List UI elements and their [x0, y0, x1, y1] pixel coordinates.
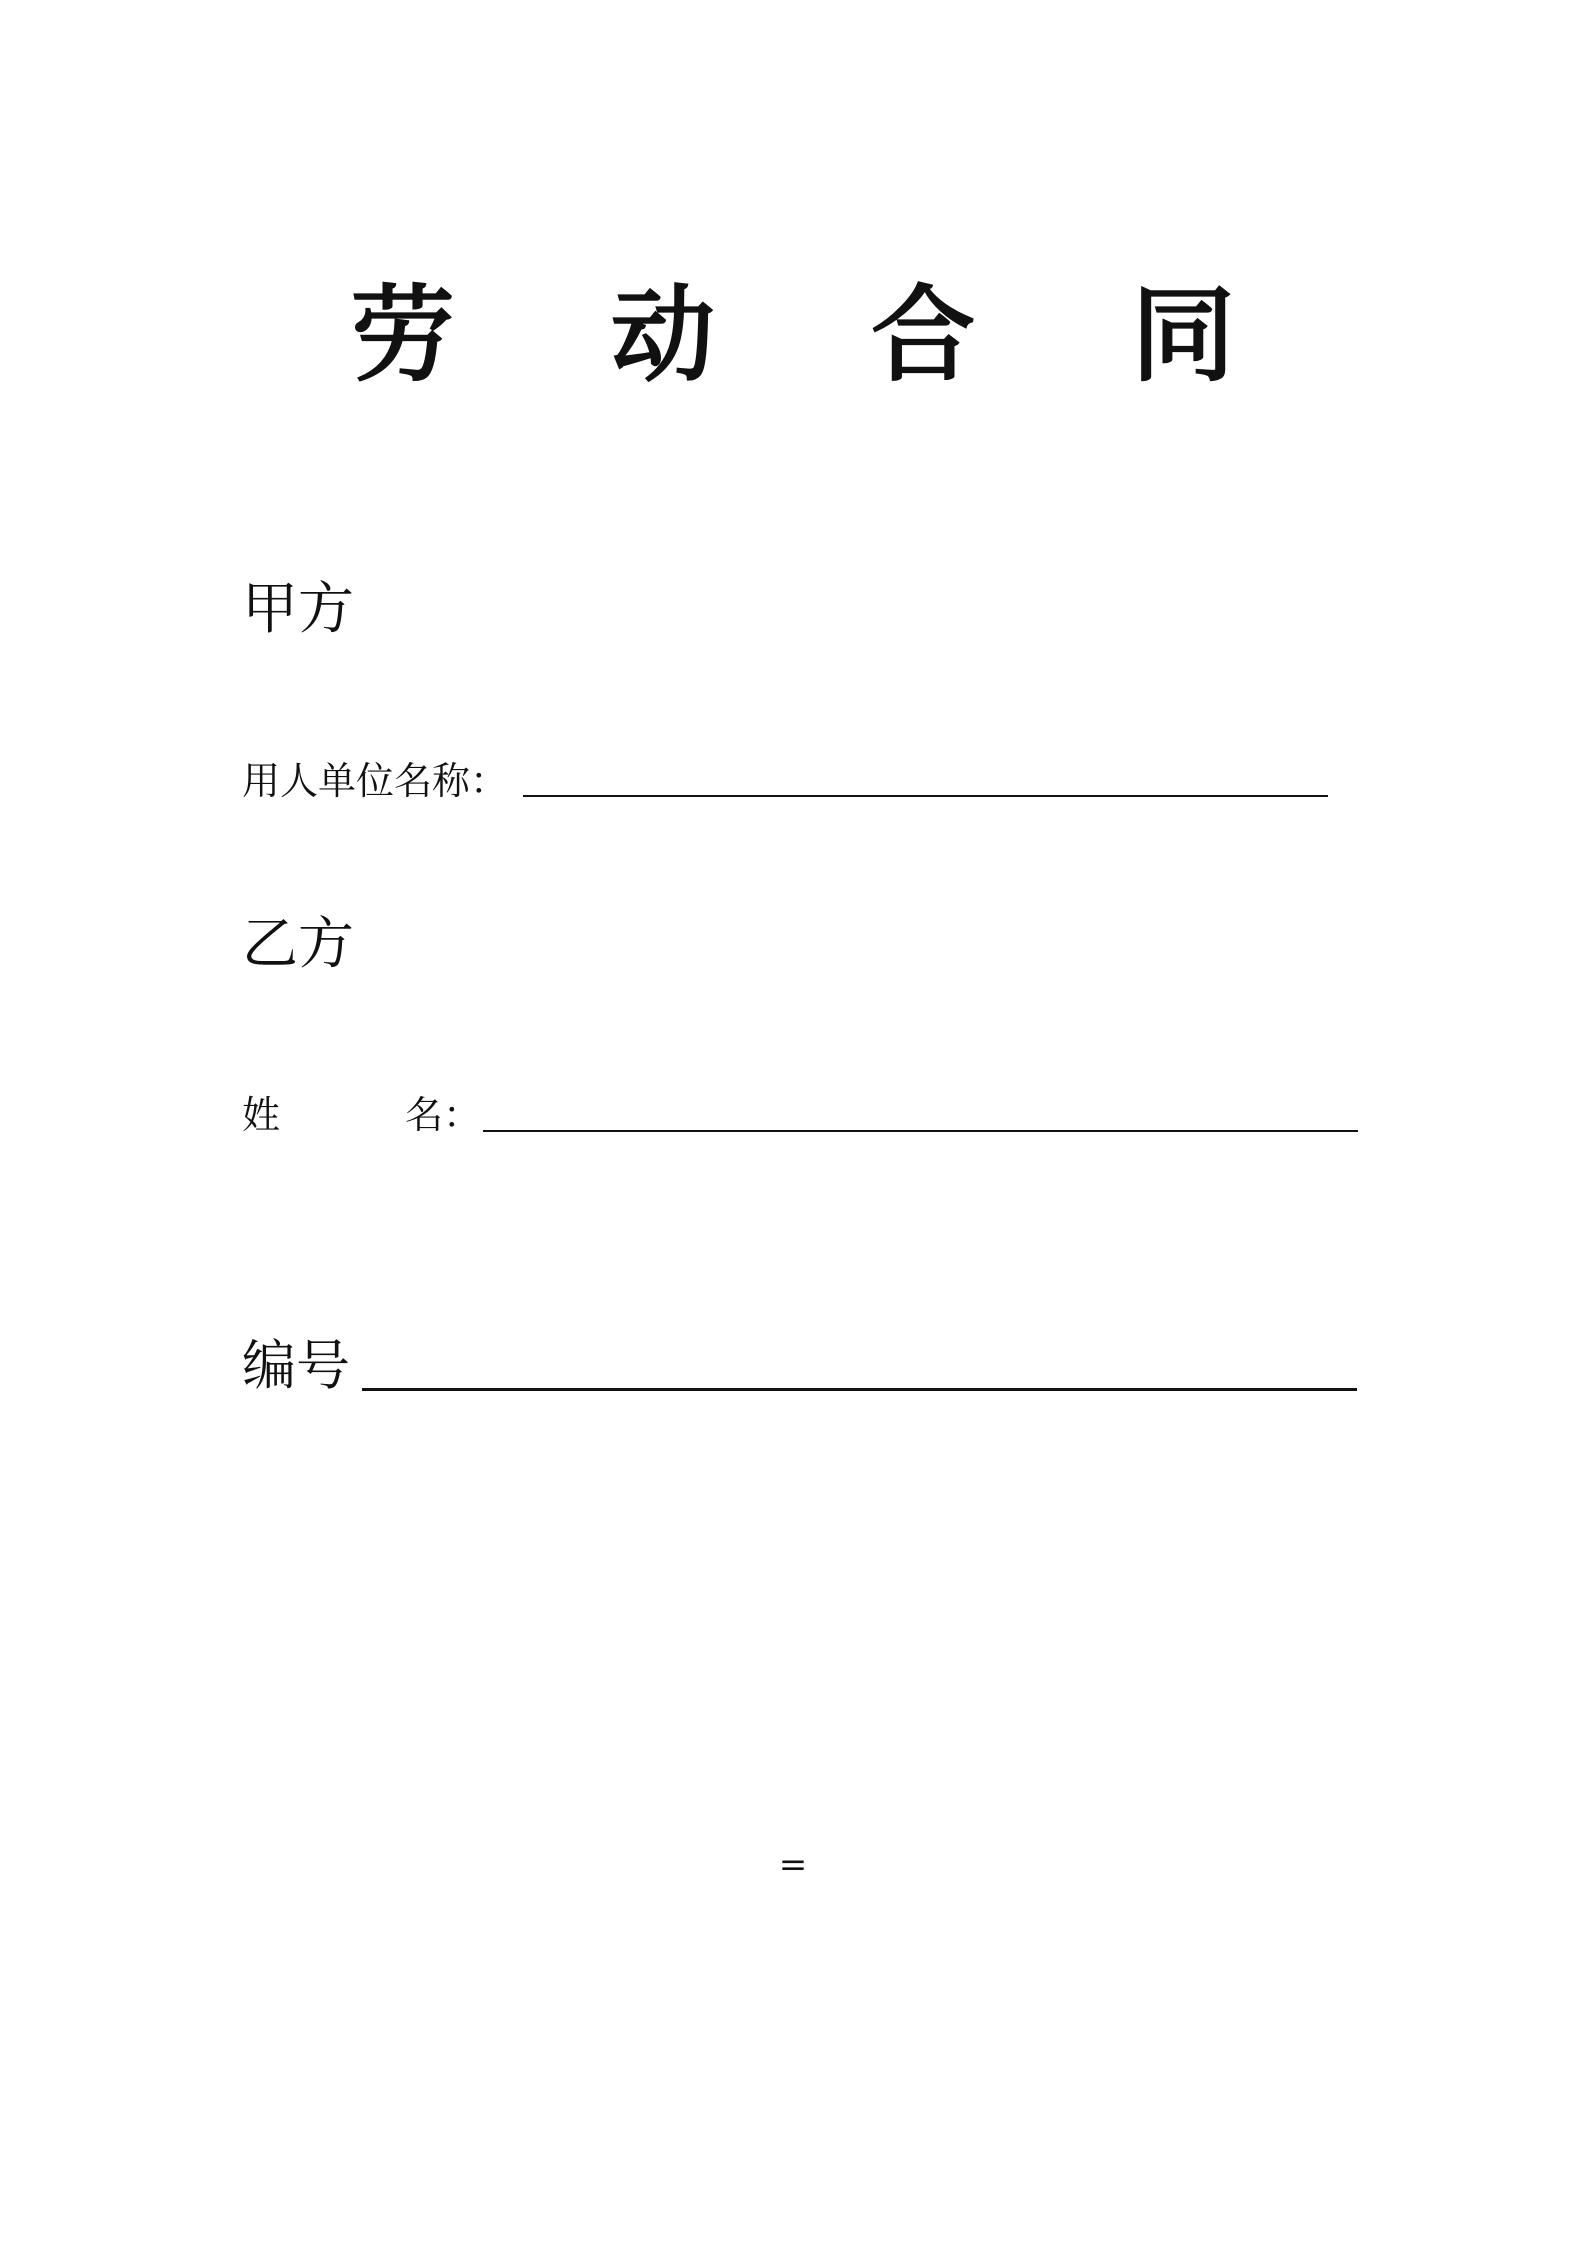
- footer-mark: =: [778, 1845, 808, 1885]
- party-a-heading: 甲方: [242, 577, 354, 642]
- serial-number-label: 编号: [242, 1334, 350, 1397]
- document-title: 劳 动 合 同: [350, 273, 1296, 396]
- employee-name-field[interactable]: [483, 1130, 1358, 1132]
- unit-name-label: 用人单位名称：: [242, 759, 509, 803]
- name-label-first-char: 姓: [242, 1093, 281, 1137]
- name-label-second-char: 名：: [405, 1093, 482, 1137]
- unit-name-field[interactable]: [523, 795, 1328, 797]
- serial-number-field[interactable]: [362, 1388, 1357, 1391]
- party-b-heading: 乙方: [242, 912, 354, 977]
